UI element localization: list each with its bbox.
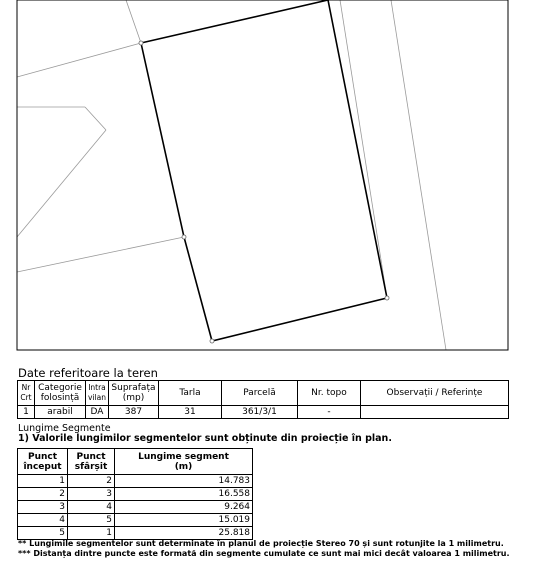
cell-end: 4 <box>68 501 115 514</box>
cell-categorie: arabil <box>35 406 86 419</box>
cell-length: 9.264 <box>115 501 253 514</box>
table-row <box>18 514 253 527</box>
segmente-subtitle: 1) Valorile lungimilor segmentelor sunt obținute din proiecție în plan. <box>18 433 392 444</box>
vertex-markers <box>139 41 389 343</box>
cell-parcela: 361/3/1 <box>221 406 297 419</box>
cell-suprafata: 387 <box>108 406 158 419</box>
cell-observatii <box>360 406 508 419</box>
boundary-line <box>340 0 387 298</box>
header-nr-topo: Nr. topo <box>297 381 360 406</box>
cell-start: 1 <box>18 475 68 488</box>
segmente-section-title: Lungime Segmente <box>18 423 111 434</box>
header-categorie: Categorie folosință <box>35 381 86 406</box>
segmente-table <box>17 448 253 540</box>
table-header-row <box>18 449 253 475</box>
cell-nr-topo: - <box>297 406 360 419</box>
table-row <box>18 406 509 419</box>
header-tarla: Tarla <box>158 381 221 406</box>
header-parcela: Parcelă <box>221 381 297 406</box>
table-row <box>18 488 253 501</box>
footnotes <box>18 539 510 559</box>
cell-start: 5 <box>18 527 68 540</box>
cell-length: 14.783 <box>115 475 253 488</box>
header-punct-inceput: Punct început <box>18 449 68 475</box>
teren-section-title: Date referitoare la teren <box>18 366 158 380</box>
cell-length: 15.019 <box>115 514 253 527</box>
cell-intravilan: DA <box>86 406 109 419</box>
header-nr-crt: Nr Crt <box>18 381 35 406</box>
header-punct-sfarsit: Punct sfârșit <box>68 449 115 475</box>
header-suprafata: Suprafața (mp) <box>108 381 158 406</box>
cell-start: 3 <box>18 501 68 514</box>
header-intravilan: Intra vilan <box>86 381 109 406</box>
boundary-line <box>17 43 141 77</box>
cell-start: 4 <box>18 514 68 527</box>
footnote: ** Lungimile segmentelor sunt determinate în planul de proiecție Stereo 70 și sunt rotunjite la 1 milimetru. <box>18 539 504 548</box>
header-observatii: Observații / Referințe <box>360 381 508 406</box>
table-row <box>18 475 253 488</box>
vertex-marker <box>385 296 389 300</box>
cell-end: 5 <box>68 514 115 527</box>
map-frame <box>17 0 508 350</box>
table-header-row <box>18 381 509 406</box>
boundary-line <box>17 130 106 237</box>
boundary-line <box>391 0 446 350</box>
neighbor-boundaries <box>17 0 446 350</box>
vertex-marker <box>182 235 186 239</box>
cell-end: 1 <box>68 527 115 540</box>
cell-start: 2 <box>18 488 68 501</box>
cell-end: 3 <box>68 488 115 501</box>
vertex-marker <box>210 339 214 343</box>
cell-length: 25.818 <box>115 527 253 540</box>
cell-nr: 1 <box>18 406 35 419</box>
table-row <box>18 527 253 540</box>
parcel-polygon <box>141 0 387 341</box>
header-lungime: Lungime segment (m) <box>115 449 253 475</box>
table-row <box>18 501 253 514</box>
boundary-line <box>85 107 106 130</box>
vertex-marker <box>139 41 143 45</box>
cell-end: 2 <box>68 475 115 488</box>
cell-tarla: 31 <box>158 406 221 419</box>
boundary-line <box>126 0 141 43</box>
footnote: *** Distanța dintre puncte este formată din segmente cumulate ce sunt mai mici decât valoarea 1 milimetru. <box>18 549 510 558</box>
teren-table <box>17 380 509 419</box>
cell-length: 16.558 <box>115 488 253 501</box>
boundary-line <box>17 237 184 272</box>
